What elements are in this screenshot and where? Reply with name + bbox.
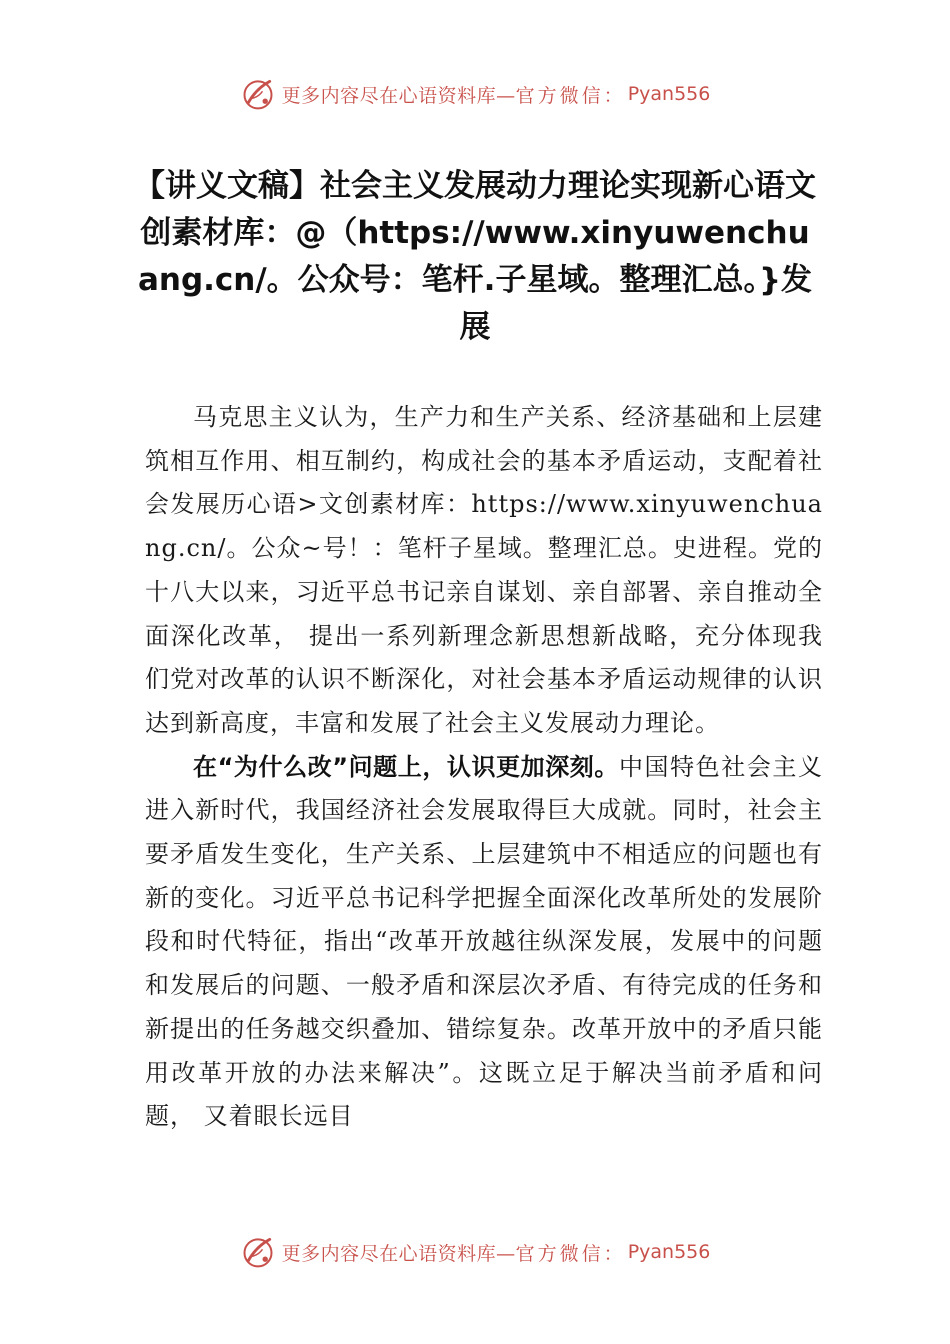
banner-slogan: 更多内容尽在心语资料库—: [281, 84, 516, 107]
banner-wechat-id: Pyan556: [627, 1241, 711, 1263]
footer-banner: [0, 1230, 950, 1274]
header-banner: [0, 72, 950, 116]
brush-logo-icon: [240, 1234, 276, 1270]
banner-slogan: 更多内容尽在心语资料库—: [281, 1242, 516, 1265]
paragraph-1: 马克思主义认为，生产力和生产关系、经济基础和上层建筑相互作用、相互制约，构成社会的基本矛盾运动，支配着社会发展历心语>文创素材库：https://www.xinyuwenchuang.cn/。公众~号！：笔杆子星域。整理汇总。史进程。党的十八大以来，习近平总书记亲自谋划、亲自部署、亲自推动全面深化改革， 提出一系列新理念新思想新战略，充分体现我们党对改革的认识不断深化，对社会基本矛盾运动规律的认识达到新高度，丰富和发展了社会主义发展动力理论。: [145, 403, 823, 737]
brush-logo-icon: [240, 76, 276, 112]
banner-wechat-label: 官方微信：: [515, 1242, 626, 1265]
document-body: [145, 396, 823, 1139]
banner-wechat-label: 官方微信：: [515, 84, 626, 107]
paragraph-2-lead: 在“为什么改”问题上，认识更加深刻。: [193, 752, 619, 781]
paragraph-2-body: 中国特色社会主义进入新时代，我国经济社会发展取得巨大成就。同时，社会主要矛盾发生变化，生产关系、上层建筑中不相适应的问题也有新的变化。习近平总书记科学把握全面深化改革所处的发展阶段和时代特征，指出“改革开放越往纵深发展，发展中的问题和发展后的问题、一般矛盾和深层次矛盾、有待完成的任务和新提出的任务越交织叠加、错综复杂。改革开放中的矛盾只能用改革开放的办法来解决”。这既立足于解决当前矛盾和问题， 又着眼长远目: [145, 752, 823, 1131]
banner-wechat-id: Pyan556: [627, 83, 711, 105]
paragraph-2: [145, 746, 823, 1139]
document-title: 【讲义文稿】社会主义发展动力理论实现新心语文创素材库：@（https://www.xinyuwenchuang.cn/。公众号：笔杆.子星域。整理汇总。}发展: [134, 168, 816, 345]
